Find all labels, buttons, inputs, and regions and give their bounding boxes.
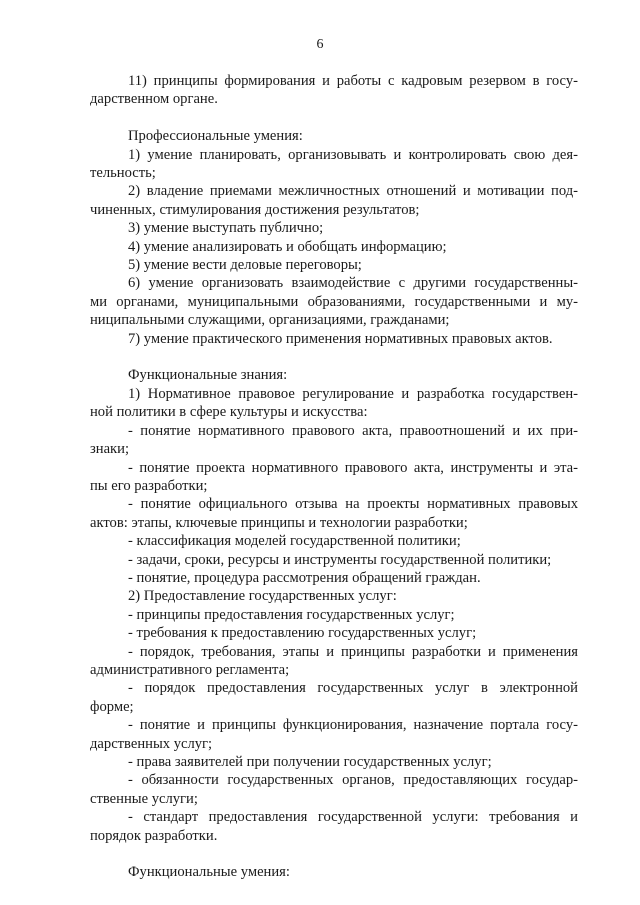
text-line: - понятие нормативного правового акта, правоотношений и их при- (128, 422, 578, 439)
paragraph-gap (90, 845, 578, 863)
text-line: - права заявителей при получении государственных услуг; (128, 754, 492, 770)
paragraph (90, 606, 578, 624)
paragraph (90, 422, 578, 459)
paragraph (90, 72, 578, 109)
paragraph (90, 385, 578, 422)
paragraph (90, 330, 578, 348)
text-line: ми органами, муниципальными образованиями, государственными и му- (90, 293, 578, 310)
text-line: знаки; (90, 441, 130, 458)
text-line: 2) владение приемами межличностных отношений и мотивации под- (128, 183, 578, 200)
paragraph (90, 182, 578, 219)
page-number: 6 (316, 37, 324, 52)
text-line: - принципы предоставления государственных услуг; (128, 606, 455, 623)
text-line: - порядок, требования, этапы и принципы разработки и применения (128, 643, 578, 660)
paragraph (90, 569, 578, 587)
text-line: Профессиональные умения: (128, 128, 303, 145)
text-line: 2) Предоставление государственных услуг: (128, 588, 397, 605)
text-line: - стандарт предоставления государственной услуги: требования и (128, 809, 578, 826)
text-line: Функциональные знания: (128, 367, 288, 384)
text-line: - понятие проекта нормативного правового акта, инструменты и эта- (128, 459, 578, 476)
paragraph (90, 716, 578, 753)
text-line: - порядок предоставления государственных услуг в электронной (128, 680, 578, 697)
text-line: 11) принципы формирования и работы с кадровым резервом в госу- (128, 73, 578, 89)
paragraph (90, 366, 578, 384)
text-line: ной политики в сфере культуры и искусства: (90, 404, 368, 421)
text-line: 1) умение планировать, организовывать и контролировать свою дея- (128, 146, 578, 163)
text-line: актов: этапы, ключевые принципы и технологии разработки; (90, 514, 468, 531)
paragraph (90, 863, 578, 881)
text-line: 7) умение практического применения нормативных правовых актов. (128, 330, 553, 347)
text-line: ственные услуги; (90, 790, 198, 807)
text-line: - обязанности государственных органов, предоставляющих государ- (128, 772, 578, 789)
paragraph (90, 551, 578, 569)
text-line: 6) умение организовать взаимодействие с другими государственны- (128, 275, 578, 292)
paragraph (90, 238, 578, 256)
text-line: 5) умение вести деловые переговоры; (128, 257, 362, 274)
text-line: 4) умение анализировать и обобщать информацию; (128, 238, 447, 255)
paragraph (90, 808, 578, 845)
paragraph (90, 219, 578, 237)
text-line: порядок разработки. (90, 827, 218, 844)
paragraph (90, 459, 578, 496)
text-line: - классификация моделей государственной политики; (128, 533, 461, 550)
text-line: административного регламента; (90, 661, 290, 678)
text-line: форме; (90, 698, 134, 715)
text-line: - понятие и принципы функционирования, назначение портала госу- (128, 717, 578, 734)
text-line: 3) умение выступать публично; (128, 220, 324, 237)
text-line: - задачи, сроки, ресурсы и инструменты государственной политики; (128, 551, 552, 568)
text-line: Функциональные умения: (128, 864, 290, 881)
text-line: ниципальными служащими, организациями, гражданами; (90, 312, 450, 329)
text-line: - требования к предоставлению государственных услуг; (128, 625, 477, 642)
paragraph (90, 274, 578, 329)
paragraph (90, 587, 578, 605)
paragraph-gap (90, 109, 578, 127)
text-line: - понятие, процедура рассмотрения обращений граждан. (128, 569, 481, 586)
paragraph (90, 495, 578, 532)
text-line: чиненных, стимулирования достижения результатов; (90, 201, 420, 218)
paragraph (90, 624, 578, 642)
paragraph (90, 532, 578, 550)
text-line: дарственном органе. (90, 91, 218, 108)
paragraph (90, 127, 578, 145)
text-line: дарственных услуг; (90, 735, 213, 752)
paragraph (90, 643, 578, 680)
paragraph-gap (90, 348, 578, 366)
text-line: пы его разработки; (90, 477, 208, 494)
document-body (90, 72, 578, 882)
paragraph (90, 771, 578, 808)
text-line: тельность; (90, 165, 156, 182)
text-line: - понятие официального отзыва на проекты нормативных правовых (128, 496, 578, 513)
paragraph (90, 146, 578, 183)
paragraph (90, 679, 578, 716)
text-line: 1) Нормативное правовое регулирование и разработка государствен- (128, 385, 578, 402)
paragraph (90, 256, 578, 274)
paragraph (90, 753, 578, 771)
